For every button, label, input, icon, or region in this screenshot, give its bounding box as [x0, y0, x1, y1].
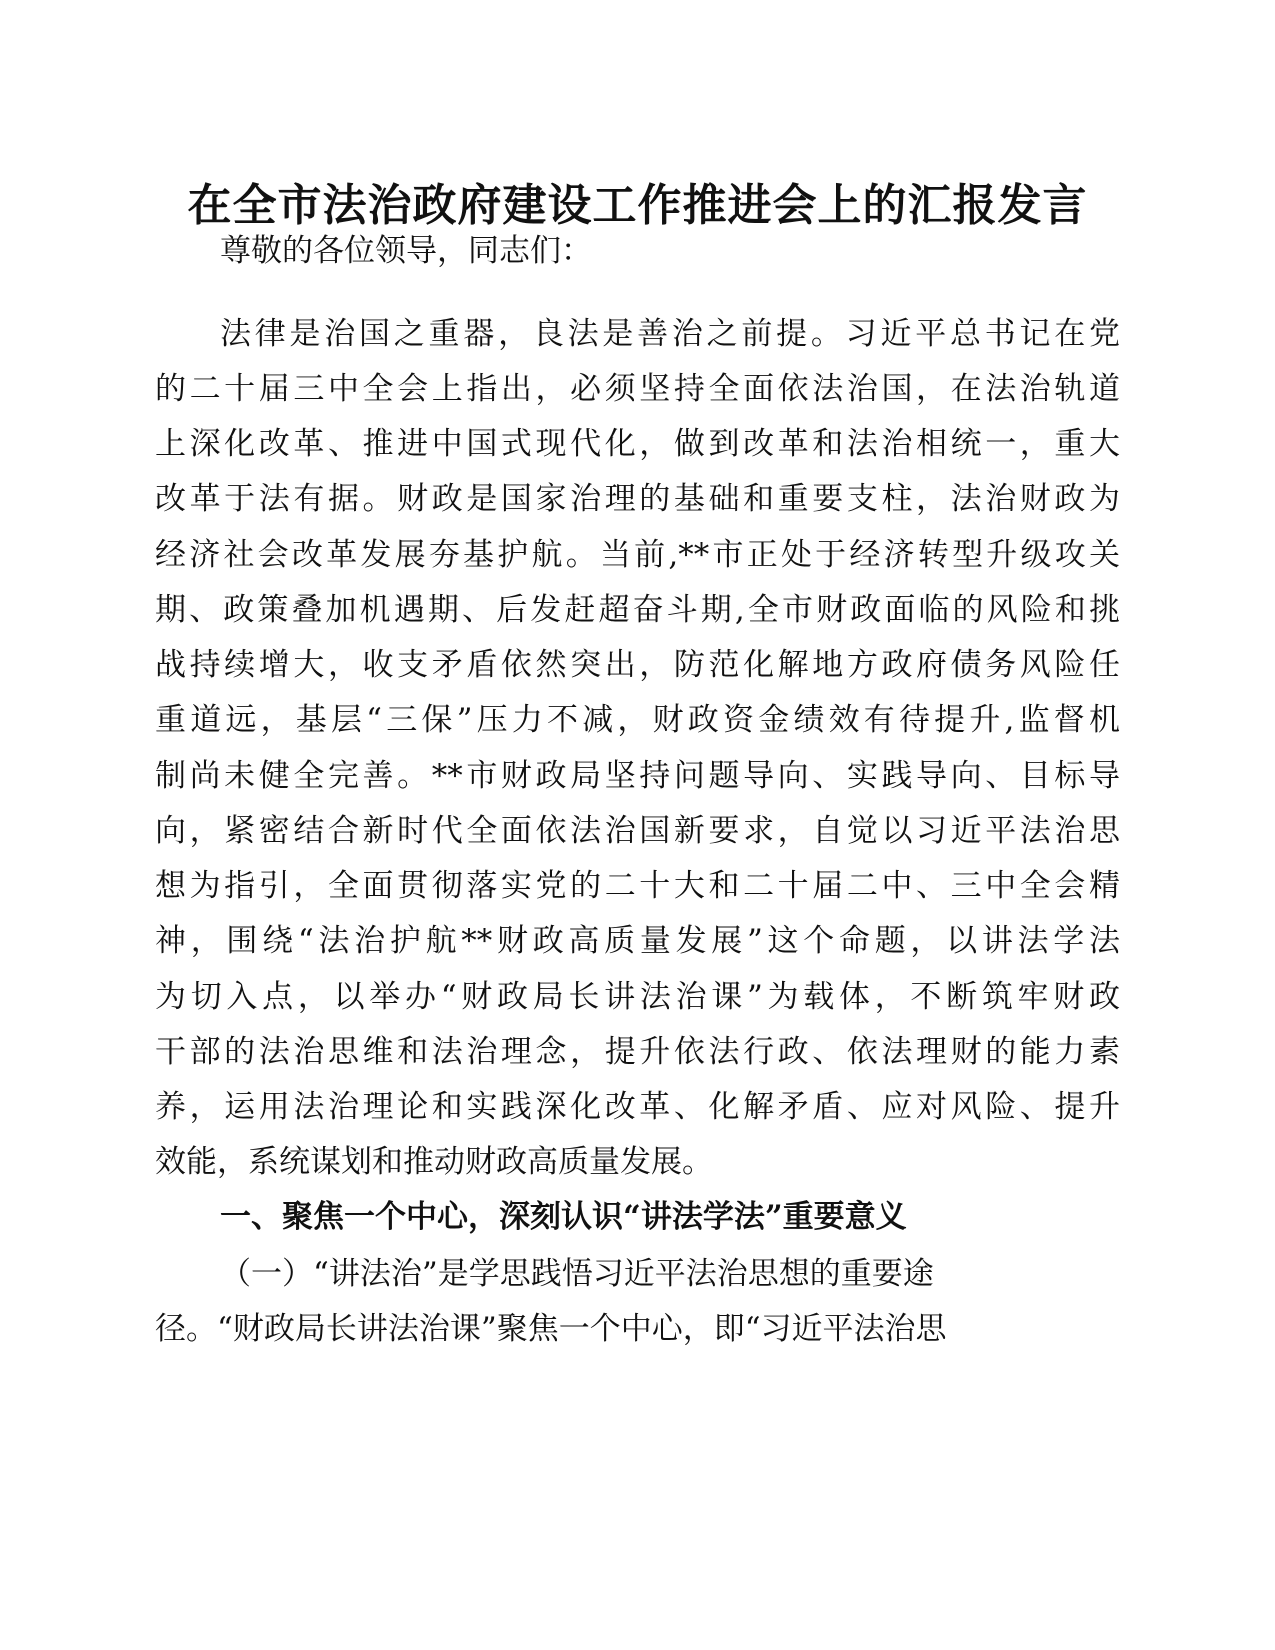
- subsection-line: 径。“财政局长讲法治课”聚焦一个中心，即“习近平法治思: [155, 1311, 947, 1347]
- intro-line: 重道远，基层“三保”压力不减，财政资金绩效有待提升,监督机: [155, 702, 1120, 738]
- intro-line-last: 效能，系统谋划和推动财政高质量发展。: [155, 1144, 713, 1180]
- intro-line: 的二十届三中全会上指出，必须坚持全面依法治国，在法治轨道: [155, 371, 1120, 407]
- document-title: 在全市法治政府建设工作推进会上的汇报发言: [187, 180, 1088, 231]
- intro-line: 干部的法治思维和法治理念，提升依法行政、依法理财的能力素: [155, 1034, 1120, 1070]
- intro-line: 法律是治国之重器，良法是善治之前提。习近平总书记在党: [220, 316, 1120, 352]
- intro-line: 改革于法有据。财政是国家治理的基础和重要支柱，法治财政为: [155, 481, 1120, 517]
- intro-line: 期、政策叠加机遇期、后发赶超奋斗期,全市财政面临的风险和挑: [155, 592, 1120, 628]
- intro-line: 神，围绕“法治护航**财政高质量发展”这个命题，以讲法学法: [155, 923, 1120, 959]
- intro-line: 战持续增大，收支矛盾依然突出，防范化解地方政府债务风险任: [155, 647, 1120, 683]
- intro-line: 向，紧密结合新时代全面依法治国新要求，自觉以习近平法治思: [155, 813, 1120, 849]
- salutation: 尊敬的各位领导，同志们：: [220, 233, 592, 269]
- intro-line: 制尚未健全完善。**市财政局坚持问题导向、实践导向、目标导: [155, 758, 1120, 794]
- subsection-line: （一）“讲法治”是学思践悟习近平法治思想的重要途: [220, 1256, 934, 1292]
- intro-line: 经济社会改革发展夯基护航。当前,**市正处于经济转型升级攻关: [155, 537, 1120, 573]
- section-heading: 一、聚焦一个中心，深刻认识“讲法学法”重要意义: [220, 1199, 907, 1235]
- intro-line: 为切入点，以举办“财政局长讲法治课”为载体，不断筑牢财政: [155, 979, 1120, 1015]
- intro-line: 想为指引，全面贯彻落实党的二十大和二十届二中、三中全会精: [155, 868, 1120, 904]
- intro-line: 养，运用法治理论和实践深化改革、化解矛盾、应对风险、提升: [155, 1089, 1120, 1125]
- intro-line: 上深化改革、推进中国式现代化，做到改革和法治相统一，重大: [155, 426, 1120, 462]
